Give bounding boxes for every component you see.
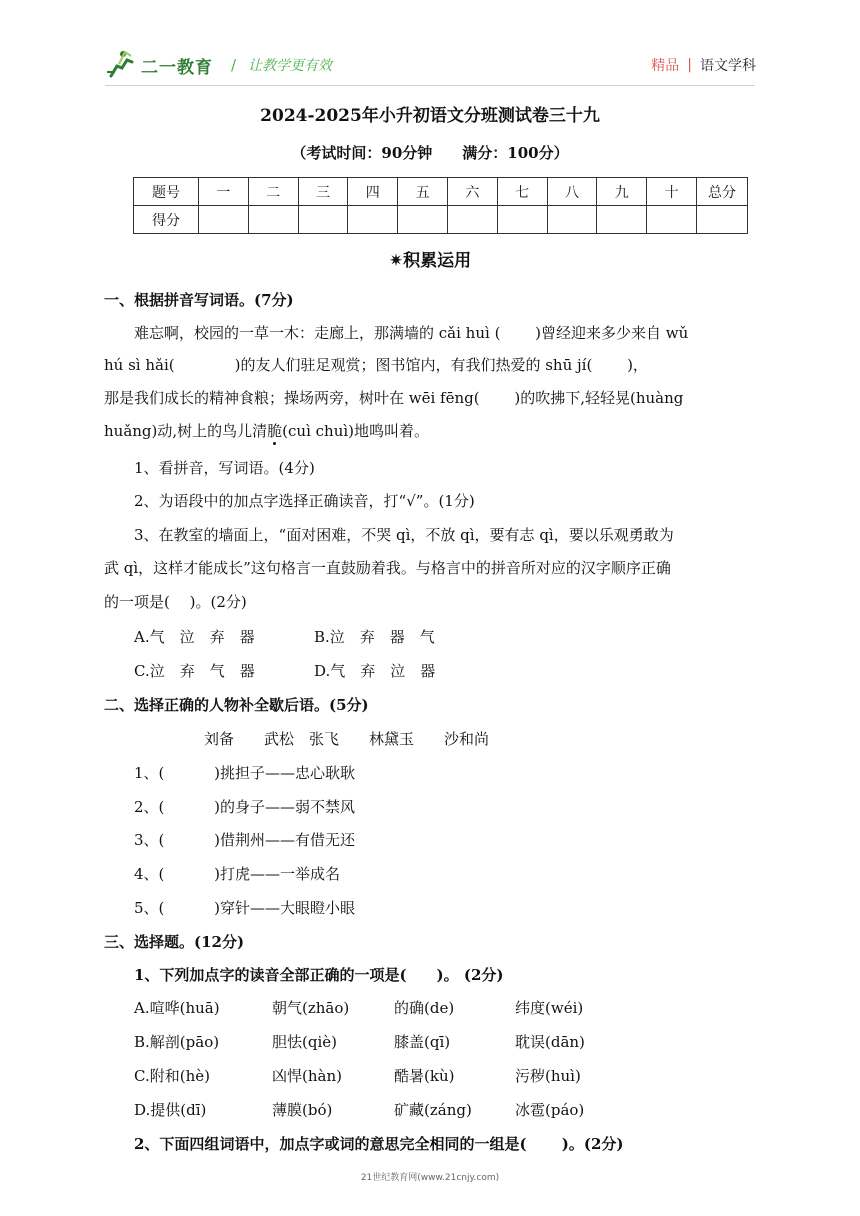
tag-separator: |	[687, 57, 692, 73]
choice-term: 污秽(huì)	[515, 1067, 581, 1085]
score-cell[interactable]	[199, 206, 249, 234]
page-subtitle: （考试时间：90分钟 满分：100分）	[291, 144, 569, 162]
choice-a[interactable]: A.喧哗(huā)	[134, 999, 220, 1017]
choice-b[interactable]: B.解剖(pāo)	[134, 1033, 220, 1051]
q1-paragraph-line: 难忘啊，校园的一草一木：走廊上，那满墙的 cǎi huì ( )曾经迎来多少来自 wǔ	[134, 324, 689, 342]
choice-term: 纬度(wéi)	[515, 999, 584, 1017]
table-cell: 得分	[134, 206, 199, 234]
option-b[interactable]: B.泣 弃 器 气	[314, 628, 435, 646]
score-cell[interactable]	[497, 206, 547, 234]
choice-term: 的确(de)	[394, 999, 455, 1017]
score-cell[interactable]	[398, 206, 448, 234]
choice-c[interactable]: C.附和(hè)	[134, 1067, 210, 1085]
table-cell: 二	[248, 178, 298, 206]
q1-paragraph-line: hú sì hǎi( )的友人们驻足观赏；图书馆内，有我们热爱的 shū jí( )，	[104, 356, 648, 374]
choice-term: 膝盖(qī)	[394, 1033, 451, 1051]
score-cell[interactable]	[597, 206, 647, 234]
choice-d[interactable]: D.提供(dī)	[134, 1101, 207, 1119]
list-item: 1、( )挑担子——忠心耿耿	[134, 764, 356, 782]
table-cell: 四	[348, 178, 398, 206]
q3-sub2: 2、下面四组词语中，加点字或词的意思完全相同的一组是( )。(2分)	[134, 1135, 624, 1153]
score-cell[interactable]	[697, 206, 748, 234]
table-cell: 三	[298, 178, 348, 206]
brand-name: 二一教育	[141, 57, 213, 78]
q1-title: 一、根据拼音写词语。(7分)	[104, 291, 294, 309]
q3-title: 三、选择题。(12分)	[104, 933, 245, 951]
page-title: 2024-2025年小升初语文分班测试卷三十九	[260, 106, 600, 126]
tag-subject: 语文学科	[700, 58, 756, 74]
table-cell: 五	[398, 178, 448, 206]
q2-title: 二、选择正确的人物补全歇后语。(5分)	[104, 696, 369, 714]
q2-names: 刘备 武松 张飞 林黛玉 沙和尚	[204, 730, 490, 748]
q1-paragraph-line: 那是我们成长的精神食粮；操场两旁，树叶在 wēi fēng( )的吹拂下,轻轻晃(huàng	[104, 389, 684, 407]
score-cell[interactable]	[248, 206, 298, 234]
table-cell: 题号	[134, 178, 199, 206]
table-cell: 七	[497, 178, 547, 206]
option-c[interactable]: C.泣 弃 气 器	[134, 662, 255, 680]
score-cell[interactable]	[348, 206, 398, 234]
dotted-char: 脆	[267, 422, 283, 440]
choice-term: 耽误(dān)	[515, 1033, 585, 1051]
score-cell[interactable]	[647, 206, 697, 234]
choice-term: 胆怯(qiè)	[272, 1033, 337, 1051]
q1-paragraph-line	[104, 420, 429, 441]
score-table-score-row	[134, 206, 748, 234]
table-cell: 十	[647, 178, 697, 206]
table-cell: 总分	[697, 178, 748, 206]
table-cell: 六	[447, 178, 497, 206]
q1-sub2: 2、为语段中的加点字选择正确读音，打“√”。(1分)	[134, 492, 475, 510]
q1-sub3: 的一项是( )。(2分)	[104, 593, 247, 611]
choice-term: 矿藏(záng)	[394, 1101, 472, 1119]
choice-term: 酷暑(kù)	[394, 1067, 455, 1085]
page-footer: 21世纪教育网(www.21cnjy.com)	[360, 1173, 500, 1183]
list-item: 3、( )借荆州——有借无还	[134, 831, 356, 849]
table-cell: 一	[199, 178, 249, 206]
choice-term: 薄膜(bó)	[272, 1101, 333, 1119]
table-cell: 八	[547, 178, 597, 206]
option-a[interactable]: A.气 泣 弃 器	[134, 628, 255, 646]
text-span: huǎng)动,树上的鸟儿清	[104, 422, 268, 440]
score-cell[interactable]	[447, 206, 497, 234]
runner-icon	[105, 48, 135, 82]
option-d[interactable]: D.气 弃 泣 器	[314, 662, 436, 680]
header-divider	[105, 85, 755, 86]
list-item: 5、( )穿针——大眼瞪小眼	[134, 899, 356, 917]
score-table	[133, 177, 748, 234]
list-item: 4、( )打虎——一举成名	[134, 865, 341, 883]
list-item: 2、( )的身子——弱不禁风	[134, 798, 356, 816]
brand-logo	[105, 48, 332, 82]
q1-sub1: 1、看拼音，写词语。(4分)	[134, 459, 315, 477]
choice-term: 朝气(zhāo)	[272, 999, 350, 1017]
header-tags	[651, 55, 756, 75]
section-heading: ✷积累运用	[388, 251, 472, 271]
score-cell[interactable]	[298, 206, 348, 234]
table-cell: 九	[597, 178, 647, 206]
header-slogan: 让教学更有效	[248, 58, 333, 74]
tag-quality: 精品	[651, 58, 680, 74]
header-slash: /	[231, 56, 237, 74]
q1-sub3: 3、在教室的墙面上，“面对困难，不哭 qì，不放 qì，要有志 qì，要以乐观勇敢为	[134, 526, 674, 544]
choice-term: 冰雹(páo)	[515, 1101, 585, 1119]
choice-term: 凶悍(hàn)	[272, 1067, 342, 1085]
score-table-header-row	[134, 178, 748, 206]
q1-sub3: 武 qì，这样才能成长”这句格言一直鼓励着我。与格言中的拼音所对应的汉字顺序正确	[104, 559, 671, 577]
text-span: (cuì chuì)地鸣叫着。	[282, 422, 430, 440]
score-cell[interactable]	[547, 206, 597, 234]
q3-sub1: 1、下列加点字的读音全部正确的一项是( )。 (2分)	[134, 966, 504, 984]
